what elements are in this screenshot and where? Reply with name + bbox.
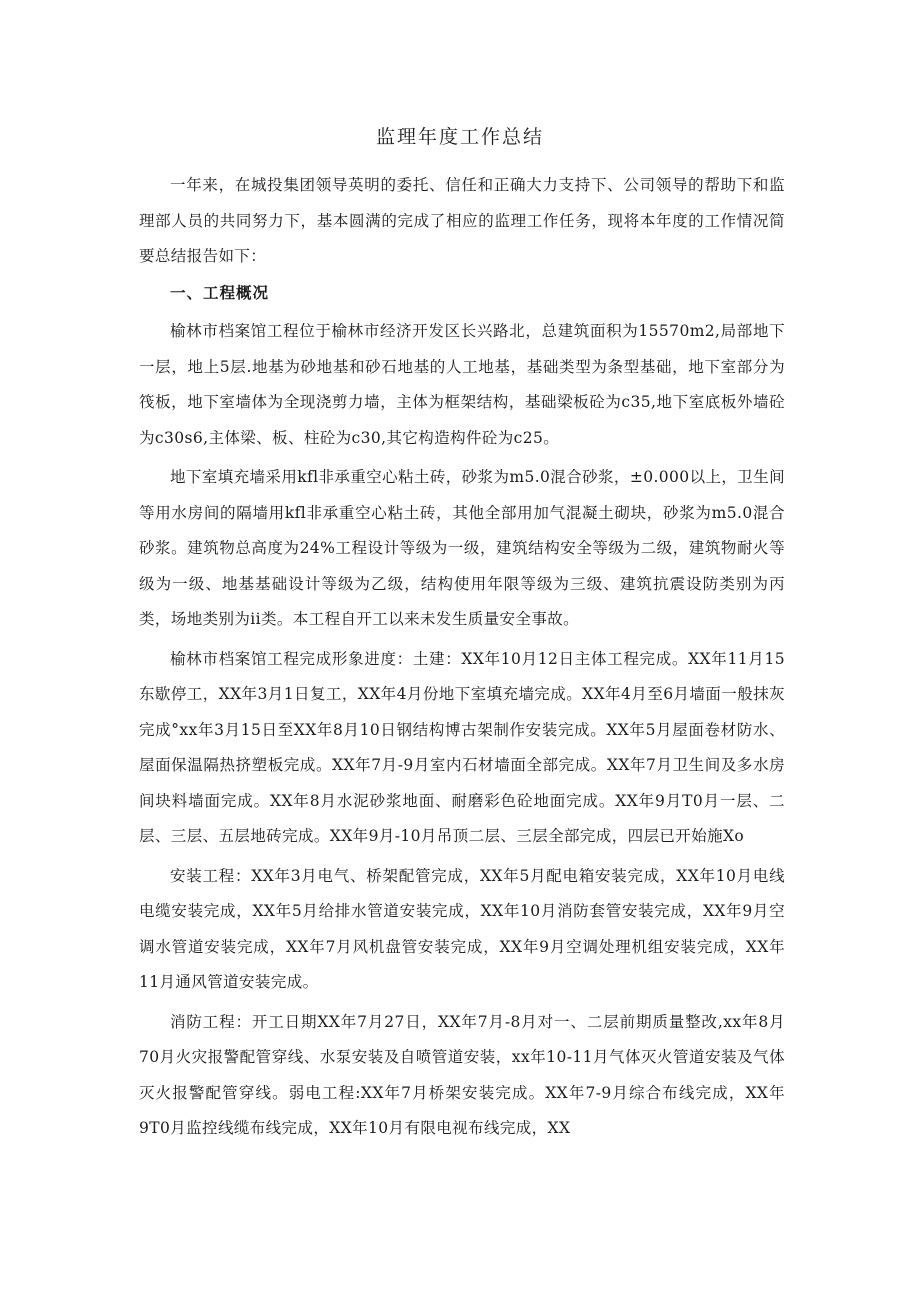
installation-paragraph: 安装工程：XX年3月电气、桥架配管完成，XX年5月配电箱安装完成，XX年10月电线电缆安装完成，XX年5月给排水管道安装完成，XX年10月消防套管安装完成，XX年9月空调水管道安装完成，XX年7月风机盘管安装完成，XX年9月空调处理机组安装完成，XX年11月通风管道安装完成。	[139, 866, 785, 991]
section-heading-project-overview: 一、工程概况	[170, 282, 270, 302]
walls-paragraph: 地下室填充墙采用kfl非承重空心粘土砖，砂浆为m5.0混合砂浆，±0.000以上，卫生间等用水房间的隔墙用kfl非承重空心粘土砖，其他全部用加气混凝土砌块，砂浆为m5.0混合砂浆。建筑物总高度为24%工程设计等级为一级，建筑结构安全等级为二级，建筑物耐火等级为一级、地基基础设计等级为乙级，结构使用年限等级为三级、建筑抗震设防类别为丙类，场地类别为ii类。本工程自开工以来未发生质量安全事故。	[139, 468, 785, 628]
document-body	[139, 168, 785, 1147]
fire-protection-paragraph: 消防工程：开工日期XX年7月27日，XX年7月-8月对一、二层前期质量整改,xx年8月70月火灾报警配管穿线、水泵安装及自喷管道安装，xx年10-11月气体灭火管道安装及气体灭火报警配管穿线。弱电工程:XX年7月桥架安装完成。XX年7-9月综合布线完成，XX年9T0月监控线缆布线完成，XX年10月有限电视布线完成，XX	[139, 1012, 785, 1137]
intro-paragraph: 一年来，在城投集团领导英明的委托、信任和正确大力支持下、公司领导的帮助下和监理部人员的共同努力下，基本圆满的完成了相应的监理工作任务，现将本年度的工作情况简要总结报告如下：	[139, 176, 785, 265]
progress-paragraph: 榆林市档案馆工程完成形象进度：土建：XX年10月12日主体工程完成。XX年11月15东歇停工，XX年3月1日复工，XX年4月份地下室填充墙完成。XX年4月至6月墙面一般抹灰完成°xx年3月15日至XX年8月10日钢结构博古架制作安装完成。XX年5月屋面卷材防水、屋面保温隔热挤塑板完成。XX年7月-9月室内石材墙面全部完成。XX年7月卫生间及多水房间块料墙面完成。XX年8月水泥砂浆地面、耐磨彩色砼地面完成。XX年9月T0月一层、二层、三层、五层地砖完成。XX年9月-10月吊顶二层、三层全部完成，四层已开始施Xo	[139, 649, 785, 845]
overview-paragraph: 榆林市档案馆工程位于榆林市经济开发区长兴路北，总建筑面积为15570m2,局部地下一层，地上5层.地基为砂地基和砂石地基的人工地基，基础类型为条型基础，地下室部分为筏板，地下室墙体为全现浇剪力墙，主体为框架结构，基础梁板砼为c35,地下室底板外墙砼为c30s6,主体梁、板、柱砼为c30,其它构造构件砼为c25。	[139, 322, 785, 447]
document-title: 监理年度工作总结	[375, 126, 544, 148]
